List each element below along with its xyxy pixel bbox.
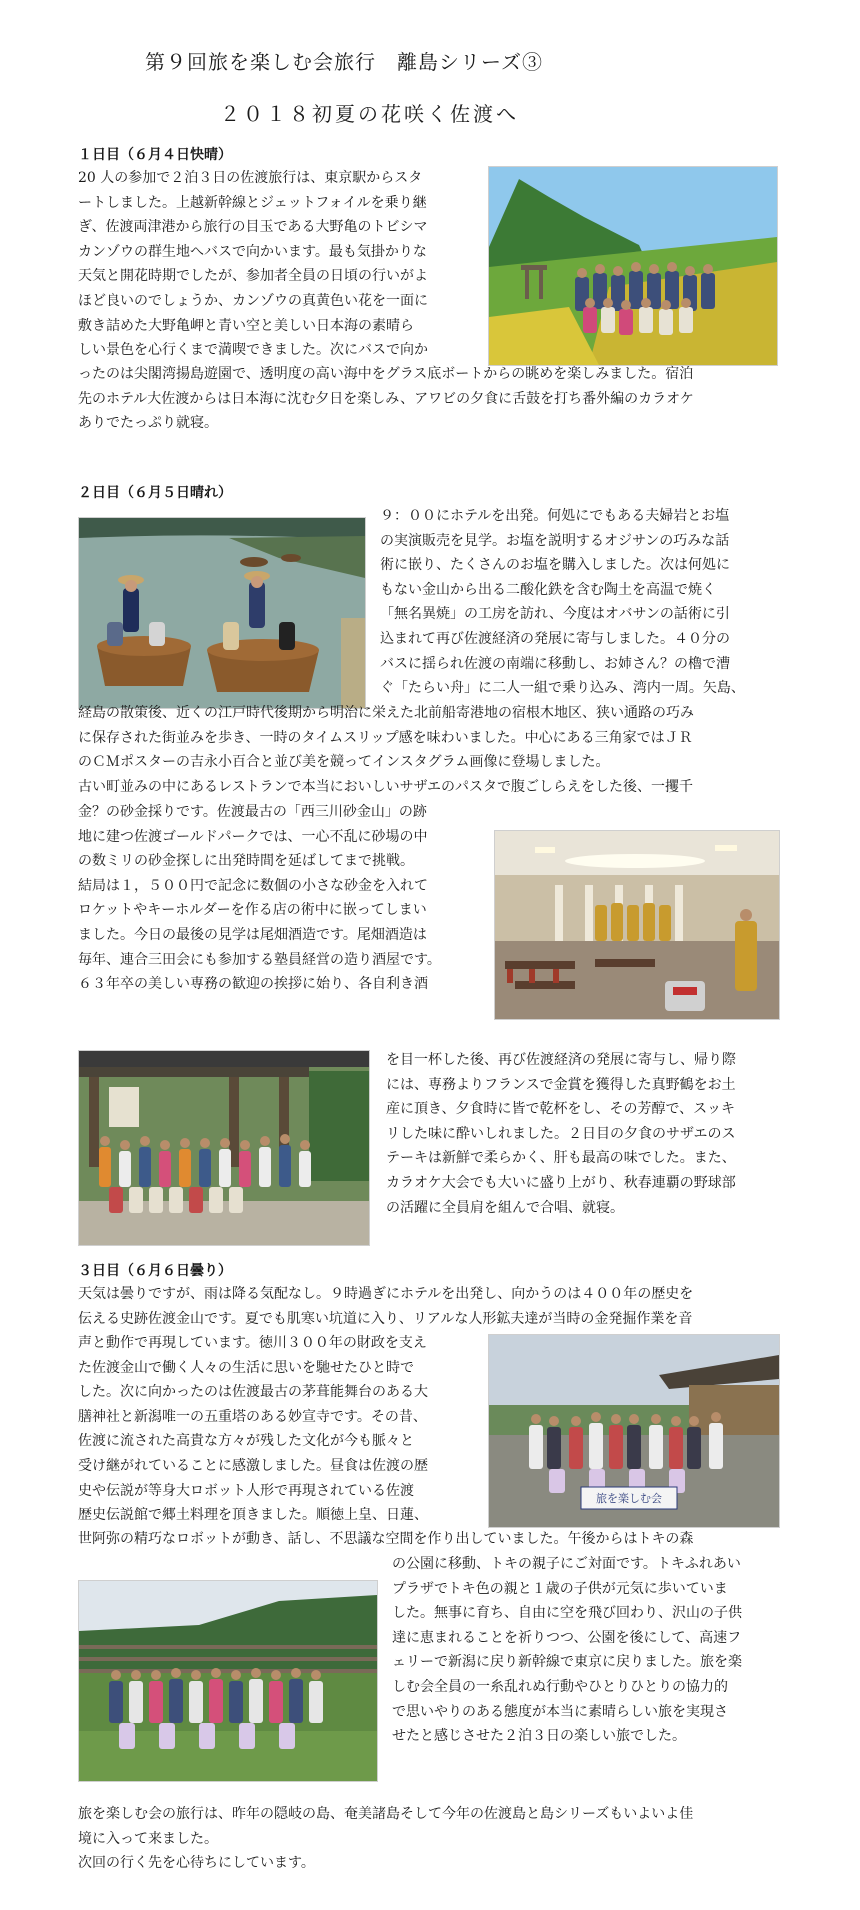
text-line: 先のホテル大佐渡からは日本海に沈む夕日を楽しみ、アワビの夕食に舌鼓を打ち番外編のカラオケ: [78, 390, 694, 407]
day2-heading: ２日目（６月５日晴れ）: [78, 485, 232, 501]
text-line: した。次に向かったのは佐渡最古の茅葺能舞台のある大: [78, 1384, 428, 1401]
day3-text-full-2: [78, 1527, 780, 1552]
article-subtitle: ２０１８初夏の花咲く佐渡へ: [220, 102, 519, 126]
text-line: の活躍に全員肩を組んで合唱、就寝。: [386, 1199, 624, 1216]
text-line: 史や伝説が等身大ロボット人形で再現されている佐渡: [78, 1482, 414, 1499]
day1-heading: １日目（６月４日快晴）: [78, 147, 232, 163]
text-line: 歴史伝説館で郷土料理を頂きました。順徳上皇、日蓮、: [78, 1507, 428, 1524]
text-line: の公園に移動、トキの親子にご対面です。トキふれあい: [392, 1556, 741, 1572]
text-line: 込まれて再び佐渡経済の発展に寄与しました。４０分の: [380, 630, 730, 647]
text-line: 結局は１，５００円で記念に数個の小さな砂金を入れて: [78, 877, 428, 894]
day1-text-left: [78, 166, 478, 363]
text-line: 世阿弥の精巧なロボットが動き、話し、不思議な空間を作り出していました。午後からはトキの森: [78, 1531, 694, 1547]
text-line: 伝える史跡佐渡金山です。夏でも肌寒い坑道に入り、リアルな人形鉱夫達が当時の金発掘作業を音: [78, 1310, 693, 1327]
text-line: 術に嵌り、たくさんのお塩を購入しました。次は何処に: [380, 557, 730, 574]
day3-heading: ３日目（６月６日曇り）: [78, 1263, 232, 1279]
text-line: ほど良いのでしょうか、カンゾウの真黄色い花を一面に: [78, 292, 428, 309]
text-line: した。無事に育ち、自由に空を飛び回わり、沢山の子供: [392, 1605, 742, 1622]
text-line: 毎年、連合三田会にも参加する塾員経営の造り酒屋です。: [78, 951, 441, 968]
day2-text-full: [78, 701, 780, 799]
text-line: せたと感じさせた２泊３日の楽しい旅でした。: [392, 1728, 686, 1745]
text-line: 達に恵まれることを祈りつつ、公園を後にして、高速フ: [392, 1629, 742, 1646]
day2-text-right-2: [386, 1048, 780, 1220]
text-line: ロケットやキーホルダーを作る店の術中に嵌ってしまい: [78, 902, 427, 919]
text-line: バスに揺られ佐渡の南端に移動し、お姉さん？の櫓で漕: [380, 655, 730, 672]
text-line: ６３年卒の美しい専務の歓迎の挨拶に始り、各自利き酒: [78, 976, 428, 993]
text-line: 天気と開花時期でしたが、参加者全員の日頃の行いがよ: [78, 268, 428, 285]
text-line: ートしました。上越新幹線とジェットフォイルを乗り継: [78, 194, 427, 211]
day2-text-left: [78, 800, 482, 997]
text-line: には、専務よりフランスで金賞を獲得した真野鶴をお土: [386, 1076, 736, 1093]
text-line: しむ会全員の一糸乱れぬ行動やひとりひとりの協力的: [392, 1678, 728, 1695]
text-line: ぎ、佐渡両津港から旅行の目玉である大野亀のトビシマ: [78, 219, 428, 236]
text-line: しい景色を心行くまで満喫できました。次にバスで向か: [78, 342, 428, 359]
photo-toki-park-group: [78, 1580, 378, 1782]
text-line: 20 人の参加で２泊３日の佐渡旅行は、東京駅からスタ: [78, 170, 423, 186]
text-line: た佐渡金山で働く人々の生活に思いを馳せたひと時で: [78, 1359, 414, 1376]
text-line: ったのは尖閣湾揚島遊園で、透明度の高い海中をグラス底ボートからの眺めを楽しみました。宿泊: [78, 366, 694, 382]
photo-museum-group: [488, 1334, 780, 1528]
text-line: 「無名異焼」の工房を訪れ、今度はオバサンの話術に引: [380, 606, 730, 623]
text-line: カンゾウの群生地へバスで向かいます。最も気掛かりな: [78, 243, 427, 260]
text-line: ぐ「たらい舟」に二人一組で乗り込み、湾内一周。矢島、: [380, 680, 745, 697]
text-line: テーキは新鮮で柔らかく、肝も最高の味でした。また、: [386, 1150, 736, 1167]
text-line: 境に入って来ました。: [78, 1830, 218, 1847]
day3-text-right: [392, 1552, 780, 1749]
text-line: のＣＭポスターの吉永小百合と並び美を競ってインスタグラム画像に登場しました。: [78, 754, 610, 771]
photo-tarai-boats: [78, 517, 366, 709]
day3-text-left: [78, 1331, 480, 1528]
text-line: を目一杯した後、再び佐渡経済の発展に寄与し、帰り際: [386, 1052, 736, 1068]
text-line: 声と動作で再現しています。徳川３００年の財政を支え: [78, 1335, 427, 1351]
text-line: 受け継がれていることに感激しました。昼食は佐渡の歴: [78, 1457, 428, 1474]
photo-flower-field-group: [488, 166, 778, 366]
text-line: 膳神社と新潟唯一の五重塔のある妙宣寺です。その昔、: [78, 1408, 427, 1425]
text-line: ９：００にホテルを出発。何処にでもある夫婦岩とお塩: [380, 508, 730, 524]
text-line: 経島の散策後、近くの江戸時代後期から明治に栄えた北前船寄港地の宿根木地区、狭い通路の巧み: [78, 705, 694, 721]
photo-gate-group: [78, 1050, 370, 1246]
text-line: もない金山から出る二酸化鉄を含む陶土を高温で焼く: [380, 581, 716, 598]
day2-text-right: [380, 504, 780, 701]
text-line: 次回の行く先を心待ちにしています。: [78, 1855, 315, 1872]
text-line: 金？の砂金採りです。佐渡最古の「西三川砂金山」の跡: [78, 804, 427, 820]
text-line: 天気は曇りですが、雨は降る気配なし。９時過ぎにホテルを出発し、向かうのは４００年の歴史を: [78, 1286, 694, 1302]
day1-text-full: [78, 362, 780, 436]
text-line: の実演販売を見学。お塩を説明するオジサンの巧みな話: [380, 532, 730, 549]
text-line: 地に建つ佐渡ゴールドパークでは、一心不乱に砂場の中: [78, 828, 428, 845]
text-line: 敷き詰めた大野亀岬と青い空と美しい日本海の素晴ら: [78, 317, 414, 334]
text-line: プラザでトキ色の親と１歳の子供が元気に歩いていま: [392, 1580, 728, 1597]
closing-text: [78, 1802, 780, 1876]
text-line: 佐渡に流された高貴な方々が残した文化が今も脈々と: [78, 1433, 414, 1450]
day3-text-full: [78, 1282, 780, 1331]
photo-banner-text: 旅を楽しむ会: [596, 1492, 662, 1505]
text-line: 産に頂き、夕食時に皆で乾杯をし、その芳醇で、スッキ: [386, 1101, 736, 1118]
text-line: ありでたっぷり就寝。: [78, 415, 218, 432]
text-line: リした味に酔いしれました。２日目の夕食のサザエのス: [386, 1125, 736, 1142]
text-line: に保存された街並みを歩き、一時のタイムスリップ感を味わいました。中心にある三角家ではＪＲ: [78, 729, 693, 746]
text-line: 古い町並みの中にあるレストランで本当においしいサザエのパスタで腹ごしらえをした後、一攫千: [78, 778, 694, 795]
photo-banquet-hall: [494, 830, 780, 1020]
text-line: 旅を楽しむ会の旅行は、昨年の隠岐の島、奄美諸島そして今年の佐渡島と島シリーズもいよいよ佳: [78, 1806, 694, 1822]
text-line: の数ミリの砂金探しに出発時間を延ばしてまで挑戦。: [78, 853, 414, 870]
text-line: カラオケ大会でも大いに盛り上がり、秋春連覇の野球部: [386, 1174, 736, 1191]
text-line: ました。今日の最後の見学は尾畑酒造です。尾畑酒造は: [78, 926, 427, 943]
article-title: 第９回旅を楽しむ会旅行 離島シリーズ③: [145, 50, 543, 74]
text-line: ェリーで新潟に戻り新幹線で東京に戻りました。旅を楽: [392, 1654, 742, 1671]
text-line: で思いやりのある態度が本当に素晴らしい旅を実現さ: [392, 1703, 728, 1720]
